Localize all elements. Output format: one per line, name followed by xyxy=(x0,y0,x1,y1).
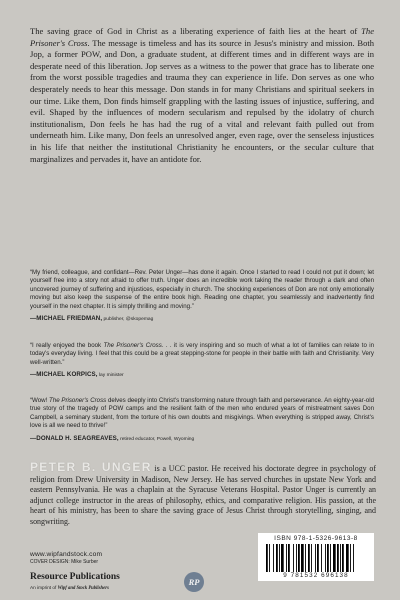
barcode-bar xyxy=(305,544,306,572)
barcode-bar xyxy=(333,544,336,572)
barcode-digits: 9 781532 696138 xyxy=(283,572,349,579)
author-bio-text: is a UCC pastor. He received his doctorate degree in psychology of religion from Drew University in Madison, New Jersey. He has served churches in upstate New York and eastern Pennsylvania. He was a chaplain at the Syracuse Veterans Hospital. Pastor Unger is currently an adjunct college instructor in the areas of philosophy, ethics, and comparative religion. His passion, at the heart of his ministry, has been to share the saving grace of Jesus Christ through storytelling, singing, and songwriting. xyxy=(30,464,376,526)
isbn-barcode xyxy=(258,533,374,581)
endorsement-text: “My friend, colleague, and confidant—Rev. Peter Unger—has done it again. Once I started to read I could not put it down; let yourself free into a story not afraid to offer truth. Unger does an incredible work taking the reader through a dark and often uncovered journey of suffering and injustices, especially in church. The shocking experiences of Don are not only emotionally moving but also keep the suspense of the entire book high. Reading one chapter, you seamlessly and inadvertently find yourself in the next chapter. It is simply thrilling and moving.” xyxy=(30,269,374,310)
barcode-bar xyxy=(311,544,312,572)
endorsement-korpics xyxy=(30,342,374,381)
imprint-line: An imprint of Wipf and Stock Publishers xyxy=(30,585,109,591)
endorsement-book-title: The Prisoner's Cross xyxy=(49,397,107,404)
barcode-bars xyxy=(266,544,366,572)
endorsement-text: . . . it is very inspiring and so much of what a lot of families can relate to in today's everyday living. I feel that this could be a great stepping-stone for people in their battle with faith and Christianity. Very well-written.” xyxy=(30,342,374,366)
endorsement-text: delves deeply into Christ's transforming nature through faith and perseverance. An eighty-year-old true story of the tragedy of POW camps and the resilient faith of the men who endured years of mistreatment saves Don Campbell, a seminary student, from the torture of his own doubts and misgivings. When everything is stripped away, Christ's love is all we need to thrive!” xyxy=(30,397,374,430)
barcode-bar xyxy=(301,544,304,572)
barcode-bar xyxy=(269,544,270,572)
blurb-text-1: The saving grace of God in Christ as a liberating experience of faith lies at the heart of xyxy=(30,26,362,36)
endorser-name: —MICHAEL FRIEDMAN, xyxy=(30,315,103,323)
endorser-role: publisher, @skopemag xyxy=(102,317,154,323)
author-name: PETER B. UNGER xyxy=(30,460,152,474)
barcode-bar xyxy=(266,544,268,572)
author-bio xyxy=(30,462,376,528)
barcode-bar xyxy=(273,544,274,572)
isbn-number: ISBN 978-1-5326-9613-8 xyxy=(274,535,358,542)
barcode-bar xyxy=(337,544,339,572)
barcode-bar xyxy=(350,544,351,572)
endorsement-seagreaves xyxy=(30,397,374,444)
barcode-bar xyxy=(353,544,354,572)
barcode-bar xyxy=(321,544,322,572)
endorsement-friedman xyxy=(30,269,374,324)
publisher-url: www.wipfandstock.com xyxy=(30,551,103,558)
barcode-bar xyxy=(315,544,316,572)
barcode-bar xyxy=(293,544,294,572)
barcode-bar xyxy=(296,544,297,572)
endorsement-text: “I really enjoyed the book xyxy=(30,342,104,349)
blurb-text-2: . The message is timeless and has its source in Jesus's ministry and mission. Both Jop, a former POW, and Don, a graduate student, at different times and in different ways are in desperate need of this liberation. Jop serves as a witness to the power that grace has to liberate one from the worst possible tragedies and trauma they can experience in life. Don serves as one who desperately needs to hear this message. Don stands in for many Christians and spiritual seekers in our time. Like them, Don finds himself grappling with the lasting issues of injustice, suffering, and evil. Shaped by the influences of modern secularism and repulsed by the idolatry of church institutionalism, Don feels he has had the rug of a vital and relevant faith pulled out from underneath him. Like many, Don feels an unresolved anger, even rage, over the senseless injustices in his life that neither the institutional Christianity he encounters, or the secular culture that marginalizes and pervades it, have an antidote for. xyxy=(30,37,375,164)
publisher-footer xyxy=(30,551,230,594)
barcode-bar xyxy=(327,544,329,572)
endorser-role: lay minister xyxy=(97,373,124,379)
endorser-name: —DONALD H. SEAGREAVES, xyxy=(30,434,119,442)
barcode-bar xyxy=(288,544,290,572)
blurb-book-title: The Prisoner's Cross xyxy=(30,26,374,48)
barcode-bar xyxy=(340,544,341,572)
barcode-bar xyxy=(330,544,331,572)
cover-design-credit: COVER DESIGN: Mike Surber xyxy=(30,559,99,565)
barcode-bar xyxy=(286,544,287,572)
endorser-name: —MICHAEL KORPICS, xyxy=(30,371,98,379)
endorsement-book-title: The Prisoner's Cross xyxy=(103,342,162,349)
barcode-bar xyxy=(276,544,278,572)
barcode-bar xyxy=(279,544,280,572)
publisher-name: Resource Publications xyxy=(30,572,120,582)
barcode-bar xyxy=(325,544,326,572)
barcode-bar xyxy=(342,544,344,572)
barcode-bar xyxy=(317,544,319,572)
endorser-role: retired educator, Powell, Wyoming xyxy=(118,436,195,442)
barcode-bar xyxy=(346,544,349,572)
barcode-bar xyxy=(281,544,284,572)
rp-logo-icon: RP xyxy=(184,572,204,592)
barcode-bar xyxy=(298,544,300,572)
barcode-bar xyxy=(308,544,310,572)
endorsement-text: “Wow! xyxy=(30,397,50,404)
imprint-name: Wipf and Stock Publishers xyxy=(57,586,109,591)
publisher-logo-block xyxy=(30,572,230,594)
back-cover-blurb xyxy=(30,26,374,165)
